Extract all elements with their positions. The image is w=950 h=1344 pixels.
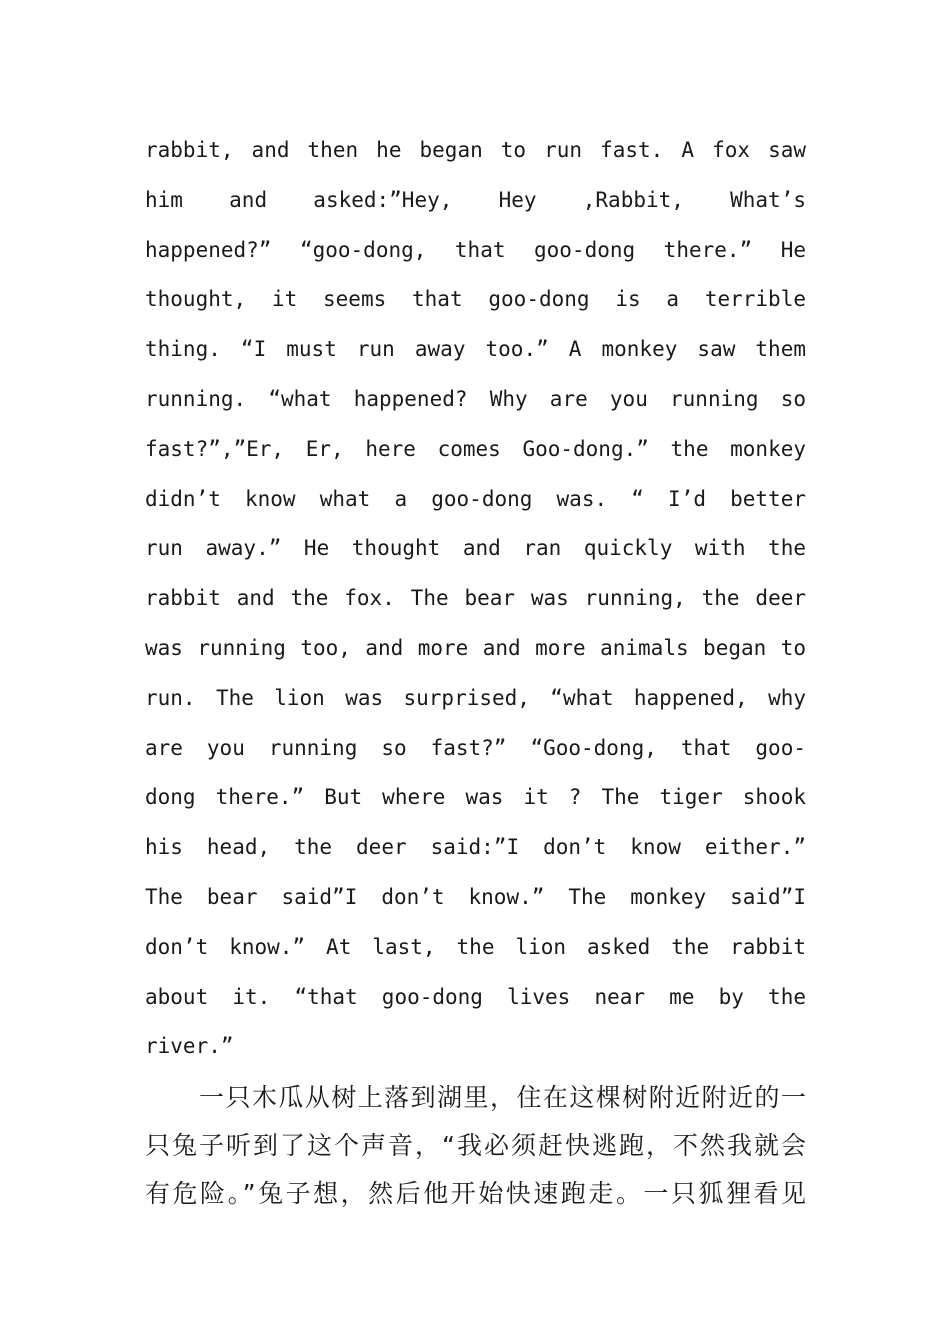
text-line: 只兔子听到了这个声音，“我必须赶快逃跑，不然我就会 xyxy=(145,1131,806,1160)
text-line: run away.” He thought and ran quickly with the xyxy=(145,536,806,561)
text-line: thought, it seems that goo-dong is a terrible xyxy=(145,287,806,312)
text-line: him and asked:”Hey, Hey ,Rabbit, What’s xyxy=(145,187,806,212)
text-line: 有危险。”兔子想，然后他开始快速跑走。一只狐狸看见 xyxy=(145,1179,806,1208)
english-paragraph xyxy=(145,126,806,1072)
text-line: happened?” “goo-dong, that goo-dong there.” He xyxy=(145,237,806,262)
text-line: didn’t know what a goo-dong was. “ I’d better xyxy=(145,486,806,511)
text-line: The bear said”I don’t know.” The monkey said”I xyxy=(145,884,806,909)
text-line: fast?”,”Er, Er, here comes Goo-dong.” the monkey xyxy=(145,436,806,461)
text-line: thing. “I must run away too.” A monkey saw them xyxy=(145,337,806,362)
text-line: run. The lion was surprised, “what happened, why xyxy=(145,685,806,710)
text-line: dong there.” But where was it ? The tiger shook xyxy=(145,785,806,810)
text-line: river.” xyxy=(145,1034,234,1059)
text-line: was running too, and more and more animals began to xyxy=(145,635,806,660)
text-line: about it. “that goo-dong lives near me by the xyxy=(145,984,806,1009)
text-line: 一只木瓜从树上落到湖里，住在这棵树附近附近的一 xyxy=(199,1083,806,1112)
chinese-paragraph xyxy=(145,1074,806,1218)
text-line: running. “what happened? Why are you running so xyxy=(145,386,806,411)
text-line: rabbit and the fox. The bear was running, the deer xyxy=(145,586,806,611)
text-line: rabbit, and then he began to run fast. A fox saw xyxy=(145,138,806,162)
text-line: his head, the deer said:”I don’t know either.” xyxy=(145,835,806,860)
text-line: don’t know.” At last, the lion asked the rabbit xyxy=(145,934,806,959)
text-line: are you running so fast?” “Goo-dong, that goo- xyxy=(145,735,806,760)
